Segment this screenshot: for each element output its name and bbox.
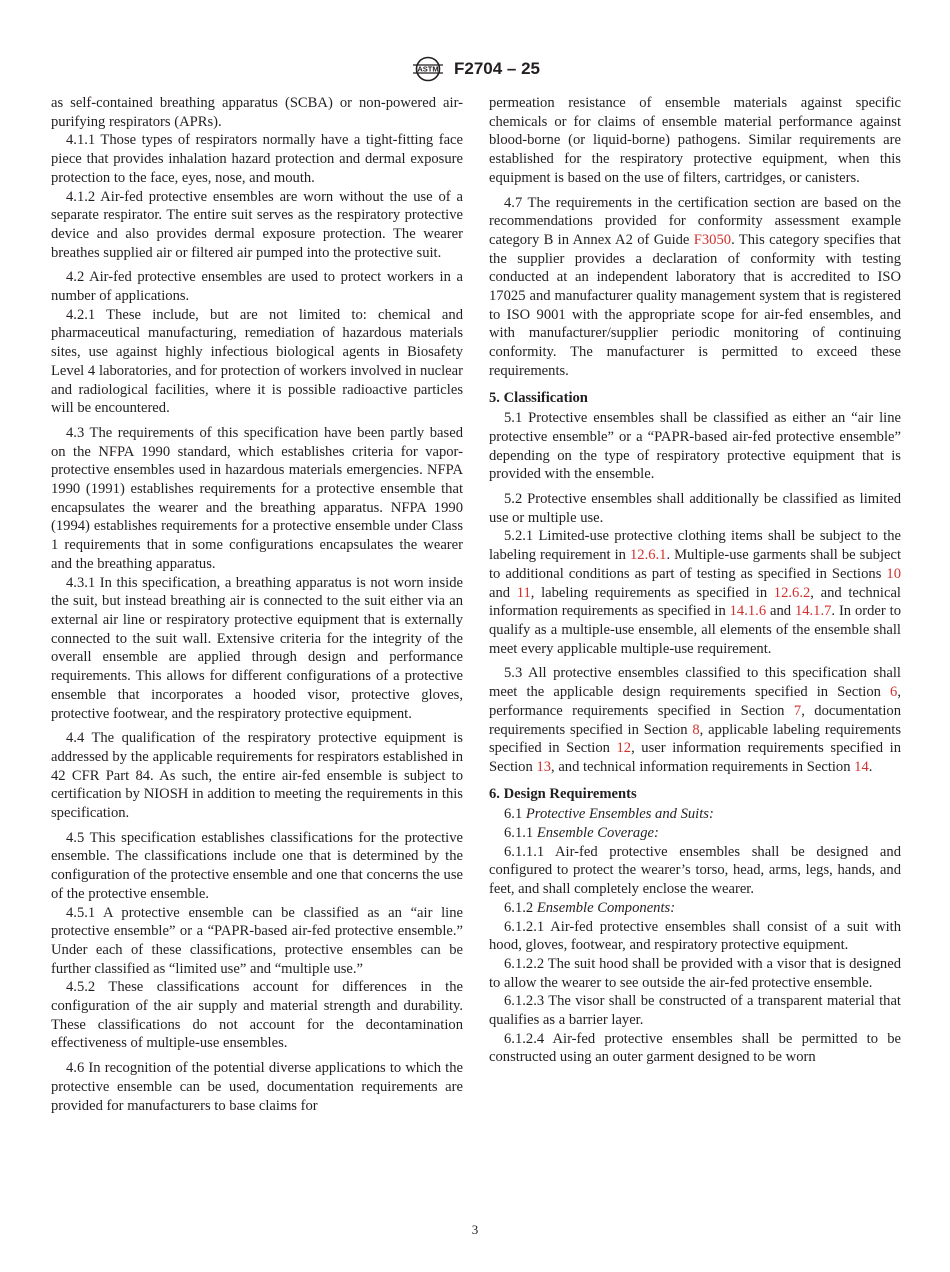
ref-link-f3050[interactable]: F3050	[693, 231, 732, 248]
ref-link[interactable]: 12.6.1	[629, 547, 667, 564]
section-heading: 6. Design Requirements	[489, 785, 637, 802]
paragraph: 6.1.2 Ensemble Components:	[504, 899, 676, 916]
paragraph: 4.2.1 These include, but are not limited to: chemical and pharmaceutical manufacturing, remediation of hazardous materials sites, use against highly infectious biological agents in Biosafety Level 4 laboratories, and for protection of workers involved in nuclear and radiological facilities, where it is possible radioactive particles will be encountered.	[51, 306, 463, 417]
paragraph: 4.1.2 Air-fed protective ensembles are worn without the use of a separate respirator. The entire suit serves as the respiratory protective device and also provides dermal exposure protection. The wearer breathes supplied air or filtered air pumped into the protective suit.	[51, 188, 463, 261]
page-number: 3	[471, 1222, 479, 1237]
right-column	[489, 94, 901, 1067]
paragraph: 5.3 All protective ensembles classified to this specification shall meet the applicable design requirements specified in Section 6, performance requirements specified in Section 7, documentation requirements specified in Section 8, applicable labeling requirements specified in Section 12, user information requirements specified in Section 13, and technical information requirements in Section 14.	[489, 665, 902, 775]
ref-link[interactable]: 14	[854, 758, 869, 775]
ref-link[interactable]: 7	[793, 702, 802, 719]
paragraph: 5.1 Protective ensembles shall be classified as either an “air line protective ensemble” or a “PAPR-based air-fed protective ensemble” depending on the type of respiratory protective equipment that is provided with the ensemble.	[489, 410, 901, 483]
paragraph: 6.1.1.1 Air-fed protective ensembles shall be designed and configured to protect the wearer’s torso, head, arms, legs, hands, and feet, and shall completely enclose the wearer.	[489, 843, 901, 898]
svg-text:ASTM: ASTM	[417, 64, 439, 74]
paragraph: 5.2 Protective ensembles shall additionally be classified as limited use or multiple use.	[489, 491, 901, 526]
ref-link[interactable]: 11	[516, 584, 531, 601]
paragraph: 4.5.2 These classifications account for differences in the configuration of the air supply and material strength and durability. These classifications do not account for the decontamination effectiveness of multiple-use ensembles.	[51, 979, 463, 1052]
paragraph: 4.1.1 Those types of respirators normally have a tight-fitting face piece that provides inhalation hazard protection and dermal exposure protection to the face, eyes, nose, and mouth.	[51, 132, 463, 186]
paragraph: 6.1.2.1 Air-fed protective ensembles shall consist of a suit with hood, gloves, footwear, and respiratory protective equipment.	[489, 918, 901, 954]
paragraph: as self-contained breathing apparatus (SCBA) or non-powered air-purifying respirators (APRs).	[51, 95, 463, 130]
ref-link[interactable]: 8	[692, 721, 700, 738]
ref-link[interactable]: 6	[890, 684, 898, 701]
paragraph: 4.7 The requirements in the certification section are based on the recommendations provided for conformity assessment example category B in Annex A2 of Guide F3050. This category specifies that the supplier provides a declaration of conformity with testing conducted at an independent laboratory that is accredited to ISO 17025 and manufacturer quality management system that is registered to ISO 9001 with the appropriate scope for air-fed ensembles, and with manufacturer/supplier periodic monitoring of continuing conformity. The manufacturer is permitted to exceed these requirements.	[489, 194, 901, 379]
paragraph: 6.1.2.3 The visor shall be constructed of a transparent material that qualifies as a barrier layer.	[489, 993, 901, 1029]
document-designation: F2704 – 25	[453, 59, 540, 78]
paragraph: 6.1 Protective Ensembles and Suits:	[504, 806, 714, 823]
paragraph: 4.5 This specification establishes classifications for the protective ensemble. The classifications include one that is determined by the configuration of the protective ensemble and one that concerns the use of the protective ensemble.	[51, 829, 463, 902]
paragraph: 6.1.1 Ensemble Coverage:	[504, 825, 659, 842]
astm-logo-icon	[410, 56, 446, 82]
ref-link[interactable]: 13	[536, 758, 552, 775]
paragraph: 4.3.1 In this specification, a breathing apparatus is not worn inside the suit, but instead breathing air is connected to the suit either via an external air line or respiratory protective equipment that is externally connected to the suit wall. Extensive criteria for the integrity of the overall ensemble are applied through design and performance requirements. This allows for different configurations of a protective ensemble that incorporates a hooded visor, protective gloves, protective footwear, and the respiratory protective equipment.	[51, 574, 463, 722]
paragraph: 6.1.2.2 The suit hood shall be provided with a visor that is designed to allow the wearer to see outside the air-fed protective ensemble.	[489, 955, 901, 991]
paragraph: 4.2 Air-fed protective ensembles are used to protect workers in a number of applications.	[51, 269, 463, 305]
section-heading: 5. Classification	[489, 389, 588, 406]
paragraph: permeation resistance of ensemble materials against specific chemicals or for claims of ensemble material performance against blood-borne (or liquid-borne) pathogens. Similar requirements are established for the respiratory protective equipment, when this equipment is based on the use of filters, cartridges, or canisters.	[489, 95, 901, 186]
paragraph: 4.4 The qualification of the respiratory protective equipment is addressed by the applicable requirements for respirators established in 42 CFR Part 84. As such, the entire air-fed ensemble is subject to certification by NIOSH in addition to meeting the requirements in this specification.	[51, 730, 463, 822]
paragraph: 6.1.2.4 Air-fed protective ensembles shall be permitted to be constructed using an outer garment designed to be worn	[489, 1030, 901, 1066]
paragraph: 4.3 The requirements of this specification have been partly based on the NFPA 1990 standard, which establishes criteria for vapor-protective ensembles used in hazardous materials emergencies. NFPA 1990 (1991) establishes requirements for a protective ensemble that encapsulates the wearer and the breathing apparatus. NFPA 1990 (1994) establishes requirements for a protective ensemble under Class 1 requirements that in some configurations encapsulates the wearer and the breathing apparatus.	[51, 424, 463, 572]
ref-link[interactable]: 12.6.2	[773, 584, 811, 601]
left-column	[51, 94, 463, 1115]
paragraph: 4.6 In recognition of the potential diverse applications to which the protective ensemble can be used, documentation requirements are provided for manufacturers to base claims for	[51, 1060, 463, 1114]
ref-link[interactable]: 12	[616, 740, 632, 757]
paragraph: 4.5.1 A protective ensemble can be classified as an “air line protective ensemble” or a “PAPR-based air-fed protective ensemble.” Under each of these classifications, protective ensembles can be further classified as “limited use” and “multiple use.”	[51, 904, 463, 977]
ref-link[interactable]: 14.1.6	[729, 603, 767, 620]
ref-link[interactable]: 10	[886, 565, 901, 582]
paragraph: 5.2.1 Limited-use protective clothing items shall be subject to the labeling requirement in 12.6.1. Multiple-use garments shall be subject to additional conditions as part of testing as specified in Sections 10 and 11, labeling requirements as specified in 12.6.2, and technical information requirements as specified in 14.1.6 and 14.1.7. In order to qualify as a multiple-use ensemble, all elements of the ensemble shall meet every applicable multiple-use requirement.	[489, 528, 902, 657]
page-header	[0, 56, 950, 87]
ref-link[interactable]: 14.1.7	[794, 603, 832, 620]
